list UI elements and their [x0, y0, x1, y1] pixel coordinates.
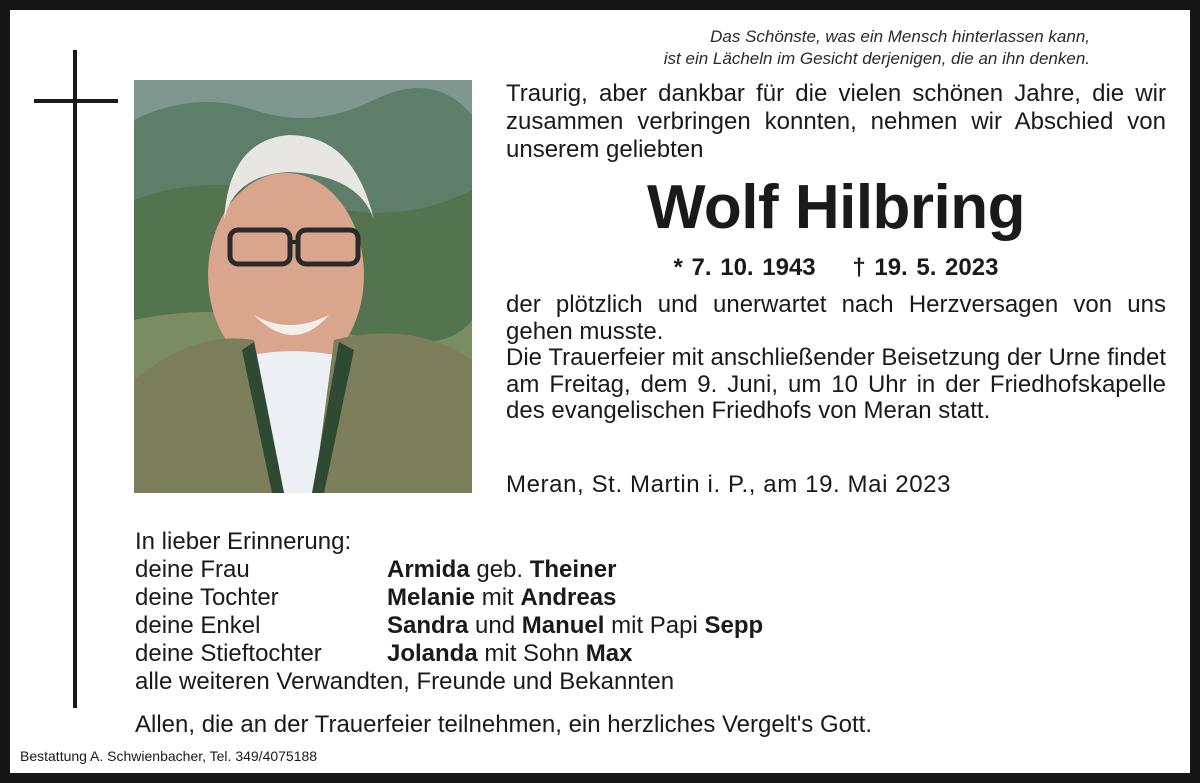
family-heading: In lieber Erinnerung: — [135, 528, 352, 555]
family-relation: deine Stieftochter — [135, 640, 322, 667]
family-closing: alle weiteren Verwandten, Freunde und Bekannten — [135, 668, 675, 695]
family-names — [387, 612, 763, 640]
family-connector: mit Sohn — [477, 640, 586, 667]
family-connector: mit Papi — [604, 612, 705, 639]
family-names — [387, 640, 632, 668]
place-and-date: Meran, St. Martin i. P., am 19. Mai 2023 — [506, 471, 952, 498]
family-row — [135, 584, 895, 612]
family-connector: und — [468, 612, 522, 639]
family-name: Sandra — [387, 612, 469, 639]
family-name: Jolanda — [387, 640, 478, 667]
family-relation: deine Frau — [135, 556, 250, 583]
family-name: Theiner — [529, 556, 617, 583]
announcement-line-2: Die Trauerfeier mit anschließender Beisetzung der Urne findet am Freitag, dem 9. Juni, um 10 Uhr in der Friedhofskapelle des evangelischen Friedhofs von Meran statt. — [506, 344, 1166, 424]
family-name: Max — [585, 640, 633, 667]
life-dates — [506, 253, 1166, 283]
family-row — [135, 640, 895, 668]
deceased-name: Wolf Hilbring — [646, 173, 1026, 242]
death-date: † 19. 5. 2023 — [852, 254, 999, 281]
cross-vertical-bar — [73, 50, 77, 708]
funeral-home-footer: Bestattung A. Schwienbacher, Tel. 349/4075188 — [20, 748, 318, 764]
family-name: Manuel — [521, 612, 605, 639]
family-name: Andreas — [520, 584, 617, 611]
family-names — [387, 556, 616, 584]
portrait-photo — [134, 80, 472, 493]
memorial-quote — [470, 26, 1090, 70]
thanks-text: Allen, die an der Trauerfeier teilnehmen, ein herzliches Vergelt's Gott. — [135, 711, 872, 738]
family-name: Armida — [387, 556, 470, 583]
quote-line-1: Das Schönste, was ein Mensch hinterlassen kann, — [710, 27, 1090, 46]
family-name: Melanie — [387, 584, 476, 611]
announcement-text — [506, 292, 1166, 425]
family-connector: geb. — [469, 556, 530, 583]
announcement-line-1: der plötzlich und unerwartet nach Herzversagen von uns gehen musste. — [506, 291, 1166, 345]
family-list — [135, 528, 895, 696]
family-relation: deine Tochter — [135, 584, 279, 611]
family-connector: mit — [475, 584, 521, 611]
intro-text: Traurig, aber dankbar für die vielen schönen Jahre, die wir zusammen verbringen konnten, nehmen wir Abschied von unserem geliebten — [506, 80, 1166, 163]
family-row — [135, 612, 895, 640]
family-names — [387, 584, 616, 612]
birth-date: * 7. 10. 1943 — [673, 254, 816, 281]
family-relation: deine Enkel — [135, 612, 261, 639]
quote-line-2: ist ein Lächeln im Gesicht derjenigen, die an ihn denken. — [663, 49, 1090, 68]
family-name: Sepp — [704, 612, 764, 639]
family-row — [135, 556, 895, 584]
cross-horizontal-bar — [34, 99, 118, 103]
